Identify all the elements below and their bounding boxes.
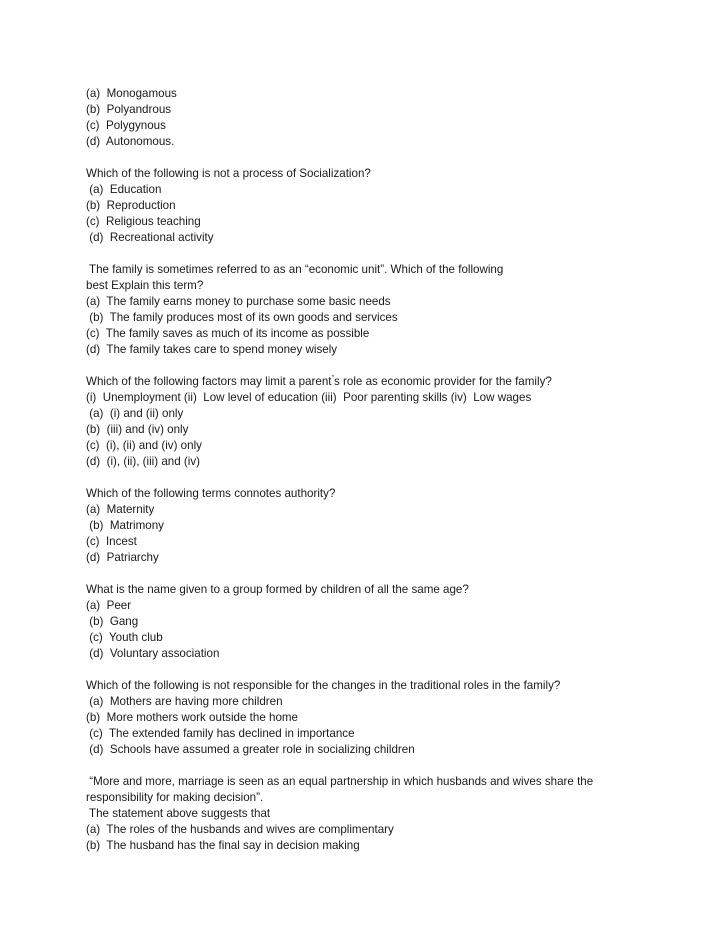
option-c: (c) Religious teaching — [86, 215, 201, 228]
option-c: (c) Youth club — [86, 631, 163, 644]
option-c: (c) Incest — [86, 535, 137, 548]
option-a: (a) Education — [86, 183, 162, 196]
question-text: Which of the following terms connotes authority? — [86, 487, 336, 500]
question-text — [86, 374, 706, 390]
option-d: (d) (i), (ii), (iii) and (iv) — [86, 455, 200, 468]
option-b: (b) More mothers work outside the home — [86, 711, 298, 724]
option-d: (d) Recreational activity — [86, 231, 214, 244]
option-c: (c) Polygynous — [86, 119, 166, 132]
question-block-6 — [86, 678, 706, 758]
question-text-start: Which of the following factors may limit a parent — [86, 375, 332, 388]
option-b: (b) The husband has the final say in decision making — [86, 839, 360, 852]
question-block-0 — [86, 86, 706, 150]
option-c: (c) (i), (ii) and (iv) only — [86, 439, 202, 452]
option-a: (a) Mothers are having more children — [86, 695, 283, 708]
option-a: (a) Maternity — [86, 503, 155, 516]
option-d: (d) Patriarchy — [86, 551, 159, 564]
question-block-7 — [86, 774, 706, 854]
question-text: responsibility for making decision”. — [86, 791, 264, 804]
option-a: (a) (i) and (ii) only — [86, 407, 184, 420]
option-a: (a) The roles of the husbands and wives are complimentary — [86, 823, 394, 836]
question-text-end: s role as economic provider for the family? — [334, 375, 552, 388]
option-d: (d) The family takes care to spend money wisely — [86, 343, 338, 356]
option-a: (a) Peer — [86, 599, 132, 612]
option-b: (b) The family produces most of its own goods and services — [86, 311, 398, 324]
question-block-4 — [86, 486, 706, 566]
option-b: (b) (iii) and (iv) only — [86, 423, 189, 436]
option-d: (d) Schools have assumed a greater role in socializing children — [86, 743, 415, 756]
question-block-1 — [86, 166, 706, 246]
question-text: Which of the following is not responsible for the changes in the traditional roles in the family? — [86, 679, 561, 692]
superscript-mark: " — [331, 375, 335, 382]
option-c: (c) The family saves as much of its income as possible — [86, 327, 370, 340]
option-a: (a) The family earns money to purchase some basic needs — [86, 295, 391, 308]
question-block-2 — [86, 262, 706, 358]
option-b: (b) Reproduction — [86, 199, 176, 212]
option-a: (a) Monogamous — [86, 87, 177, 100]
question-text: The statement above suggests that — [86, 807, 271, 820]
option-c: (c) The extended family has declined in importance — [86, 727, 355, 740]
option-b: (b) Matrimony — [86, 519, 164, 532]
question-text: Which of the following is not a process of Socialization? — [86, 167, 371, 180]
option-d: (d) Voluntary association — [86, 647, 220, 660]
question-text: “More and more, marriage is seen as an equal partnership in which husbands and wives share the — [86, 775, 594, 788]
option-b: (b) Polyandrous — [86, 103, 172, 116]
item-list: (i) Unemployment (ii) Low level of education (iii) Poor parenting skills (iv) Low wages — [86, 391, 532, 404]
document-page — [86, 86, 706, 870]
question-text: best Explain this term? — [86, 279, 204, 292]
question-block-3 — [86, 374, 706, 470]
question-text: What is the name given to a group formed by children of all the same age? — [86, 583, 469, 596]
option-d: (d) Autonomous. — [86, 135, 175, 148]
option-b: (b) Gang — [86, 615, 139, 628]
question-block-5 — [86, 582, 706, 662]
question-text: The family is sometimes referred to as an “economic unit”. Which of the following — [86, 263, 504, 276]
